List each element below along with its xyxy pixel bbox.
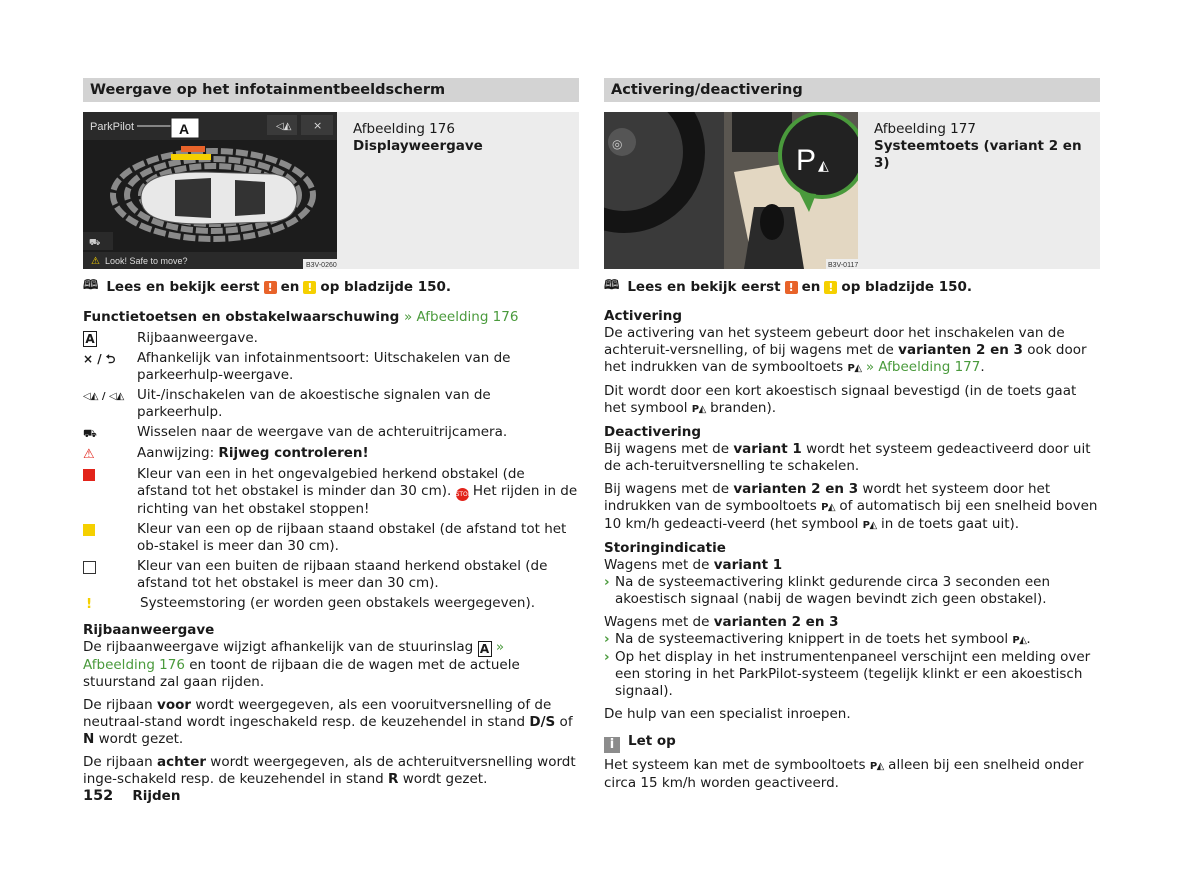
def-row: A Rijbaanweergave. [83, 330, 579, 347]
caption-title: Displayweergave [353, 138, 483, 154]
parkpilot-key-icon: P◭ [1012, 635, 1027, 646]
def-row: × / ⮌ Afhankelijk van infotainmentsoort: Uitschakelen van de parkeerhulp-weergave. [83, 350, 511, 383]
right-column [604, 78, 1100, 792]
def-row: Kleur van een in het ongevalgebied herkend obstakel (de afstand tot het obstakel is minder dan 30 cm). STOP Het rijden in de richting van het obstakel stoppen! [83, 466, 579, 518]
rijbaan-paragraph: De rijbaanweergave wijzigt afhankelijk van de stuurinslag A » Afbeelding 176 en toont de rijbaan die de wagen met de actuele stuurstand zal gaan rijden. [83, 639, 520, 690]
caption-label: Afbeelding 177 [874, 121, 976, 137]
deactivering-paragraph-2: Bij wagens met de varianten 2 en 3 wordt het systeem door het indrukken van de symbooltoets P◭ of automatisch bij een snelheid boven 10 km/h gedeacti-veerd (het symbool P◭ in de toets gaat uit). [604, 481, 1098, 532]
activering-heading: Activering [604, 308, 683, 324]
exclamation-icon: ! [86, 596, 93, 612]
warning-orange-icon: ! [264, 281, 277, 294]
section-header: Activering/deactivering [604, 78, 1100, 102]
figure-caption [337, 112, 579, 269]
variant23-label: Wagens met de varianten 2 en 3 [604, 614, 839, 630]
func-heading: Functietoetsen en obstakelwaarschuwing » Afbeelding 176 [83, 309, 519, 325]
figure-code: B3V-0117 [828, 262, 858, 269]
skoda-logo-icon: ◎ [612, 137, 623, 151]
parkpilot-key-icon: P◭ [691, 404, 706, 415]
figure-code: B3V-0260 [306, 262, 337, 269]
warning-text: Look! Safe to move? [105, 256, 188, 266]
rear-camera-icon: ⛟ [83, 427, 97, 440]
specialist-paragraph: De hulp van een specialist inroepen. [604, 706, 851, 722]
callout-a: A [179, 121, 190, 137]
read-first-prefix: Lees en bekijk eerst [106, 279, 260, 295]
list-item: › Op het display in het instrumentenpaneel verschijnt een melding over een storing in het ParkPilot-systeem (tegelijk klinkt er een akoestisch signaal). [604, 649, 1091, 699]
sound-toggle-icon: ◁◭ / ◁◭ [83, 391, 125, 402]
def-row: ⛟ Wisselen naar de weergave van de achteruitrijcamera. [83, 424, 508, 440]
read-first-and: en [801, 279, 821, 295]
button-label: P [796, 144, 817, 177]
caption-title: Systeemtoets (variant 2 en 3) [874, 138, 1082, 171]
letop-heading: i Let op [604, 733, 1100, 753]
read-first-and: en [280, 279, 300, 295]
left-column [83, 78, 579, 788]
red-square-icon [83, 469, 95, 481]
box-a-icon: A [83, 331, 97, 347]
section-name: Rijden [132, 788, 181, 804]
list-item: › Na de systeemactivering klinkt gedurende circa 3 seconden een akoestisch signaal (nabij de wagen bevindt zich geen obstakel). [604, 574, 1051, 607]
letop-paragraph: Het systeem kan met de symbooltoets P◭ alleen bij een snelheid onder circa 15 km/h worden geactiveerd. [604, 757, 1084, 791]
page-number: 152 [83, 788, 114, 804]
page-footer [83, 788, 194, 804]
def-row: ◁◭ / ◁◭ Uit-/inschakelen van de akoestische signalen van de parkeerhulp. [83, 387, 491, 420]
parkpilot-key-icon: P◭ [821, 502, 836, 513]
parkpilot-key-icon: P◭ [869, 761, 884, 772]
read-first-suffix: op bladzijde 150. [841, 279, 973, 295]
paragraph-voor: De rijbaan voor wordt weergegeven, als een vooruitversnelling of de neutraal-stand wordt ingeschakeld resp. de keuzehendel in stand D/S of N wordt gezet. [83, 697, 573, 747]
warning-yellow-icon: ! [824, 281, 837, 294]
read-first-suffix: op bladzijde 150. [320, 279, 452, 295]
close-back-icon: × / ⮌ [83, 352, 116, 366]
camera-icon: ⛟ [89, 238, 101, 248]
parkpilot-display-image [83, 112, 337, 269]
def-row: Kleur van een buiten de rijbaan staand herkend obstakel (de afstand tot het obstakel is meer dan 30 cm). [83, 558, 579, 592]
read-first-prefix: Lees en bekijk eerst [627, 279, 781, 295]
read-first-notice [604, 278, 1100, 296]
chevron-right-icon: › [604, 574, 610, 590]
paragraph-achter: De rijbaan achter wordt weergegeven, als de achteruitversnelling wordt inge-schakeld resp. de keuzehendel in stand R wordt gezet. [83, 754, 576, 787]
warning-yellow-icon: ! [303, 281, 316, 294]
yellow-square-icon [83, 524, 95, 536]
chevron-right-icon: › [604, 631, 610, 647]
info-icon: i [604, 737, 620, 753]
parkpilot-key-icon: P◭ [862, 520, 877, 531]
svg-text:×: × [313, 119, 323, 132]
warning-triangle-icon: ⚠ [83, 447, 95, 462]
def-row: ⚠ Aanwijzing: Rijweg controleren! [83, 445, 369, 462]
variant1-label: Wagens met de variant 1 [604, 557, 783, 573]
sensor-wave-icon: ◭ [818, 158, 829, 174]
svg-text:⚠: ⚠ [91, 256, 100, 267]
svg-text:◁◭: ◁◭ [276, 121, 292, 132]
def-row: ! Systeemstoring (er worden geen obstakels weergegeven). [83, 595, 579, 613]
section-header: Weergave op het infotainmentbeeldscherm [83, 78, 579, 102]
book-icon: 🕮 [604, 278, 620, 293]
definition-list [83, 330, 579, 613]
list-item: › Na de systeemactivering knippert in de toets het symbool P◭. [604, 631, 1031, 647]
deactivering-heading: Deactivering [604, 424, 702, 440]
caption-label: Afbeelding 176 [353, 121, 455, 137]
book-icon: 🕮 [83, 278, 99, 293]
activering-paragraph: De activering van het systeem gebeurt door het inschakelen van de achteruit-versnelling, of bij wagens met de varianten 2 en 3 ook door het indrukken van de symbooltoets P◭ » Afbeelding 177. [604, 325, 1087, 375]
figure-177 [604, 112, 1100, 269]
storing-heading: Storingindicatie [604, 540, 726, 556]
chevron-right-icon: › [604, 649, 610, 665]
figure-link[interactable]: » Afbeelding 176 [403, 309, 519, 325]
deactivering-paragraph-1: Bij wagens met de variant 1 wordt het systeem gedeactiveerd door uit de ach-teruitversnelling te schakelen. [604, 441, 1091, 474]
confirm-paragraph: Dit wordt door een kort akoestisch signaal bevestigd (in de toets gaat het symbool P◭ branden). [604, 383, 1077, 416]
read-first-notice [83, 278, 579, 296]
parkpilot-key-icon: P◭ [847, 363, 862, 374]
white-square-icon [83, 561, 96, 574]
def-row: Kleur van een op de rijbaan staand obstakel (de afstand tot het ob-stakel is meer dan 30 cm). [83, 521, 579, 555]
figure-176 [83, 112, 579, 269]
system-button-image [604, 112, 858, 269]
box-a-icon: A [478, 641, 492, 657]
car-icon [141, 172, 297, 224]
rijbaan-heading: Rijbaanweergave [83, 622, 215, 638]
warning-orange-icon: ! [785, 281, 798, 294]
figure-link[interactable]: » Afbeelding 176 [83, 639, 505, 673]
screen-title: ParkPilot [90, 121, 135, 133]
figure-link[interactable]: » Afbeelding 177 [865, 359, 981, 375]
stop-icon: STOP [456, 488, 469, 501]
figure-caption [858, 112, 1100, 269]
